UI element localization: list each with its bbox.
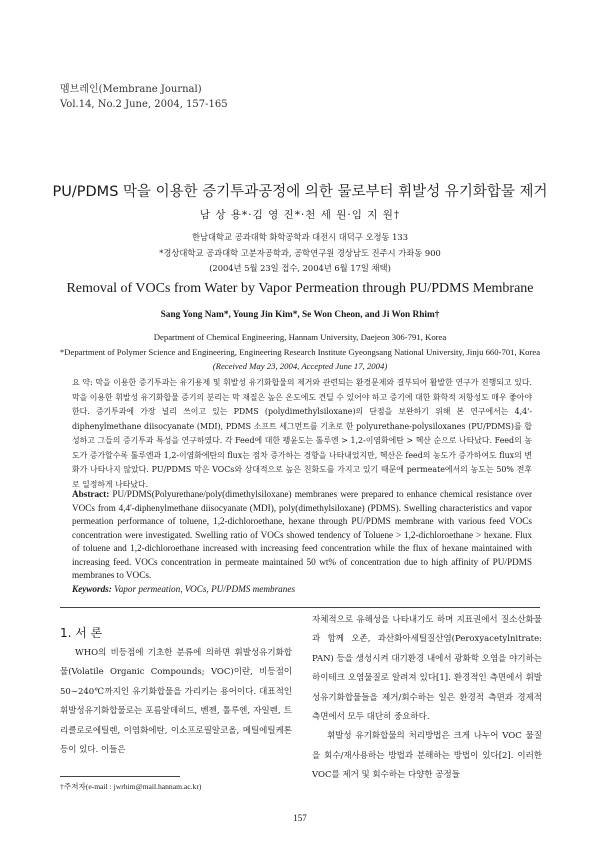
journal-header	[60, 82, 228, 112]
dates-korean: (2004년 5월 23일 접수, 2004년 6월 17일 채택)	[209, 263, 391, 273]
body-column-left	[60, 644, 292, 760]
body-paragraph: 자체적으로 유해성을 나타내기도 하며 지표권에서 질소산화물과 함께 오존, 과산화아세틸질산염(Peroxyacetylnitrate: PAN) 등을 생성시켜 대기환경 내에서 광화학 오염을 야기하는 하이테크 오염물질로 알려져 있다[1]. 환경적인 측면에서 휘발성유기화합물들을 제거/회수하는 일은 환경적 측면과 경제적 측면에서 모두 대단히 중요하다.	[312, 615, 542, 723]
affiliation-ko-2: *경상대학교 공과대학 고분자공학과, 공학연구원 경상남도 진주시 가좌동 900	[159, 247, 441, 258]
authors-korean: 남 상 용*·김 영 진*·천 세 원·임 지 원†	[199, 209, 401, 221]
journal-citation: Vol.14, No.2 June, 2004, 157-165	[60, 99, 228, 110]
body-paragraph: 휘발성 유기화합물의 처리방법은 크게 나누어 VOC 물질을 회수/재사용하는 방법과 분해하는 방법이 있다[2]. 이러한 VOC를 제거 및 회수하는 다양한 공정들	[312, 731, 542, 781]
footnote: †주저자(e-mail : jwrhim@mail.hannam.ac.kr)	[60, 782, 202, 791]
abstract-korean	[72, 376, 532, 492]
journal-name: 멤브레인(Membrane Journal)	[60, 84, 202, 95]
keywords-label: Keywords:	[72, 584, 112, 594]
title-korean: PU/PDMS 막을 이용한 증기투과공정에 의한 물로부터 휘발성 유기화합물 제거	[52, 184, 548, 200]
body-paragraph: WHO의 비등점에 기초한 분류에 의하면 휘발성유기화합물(Volatile Organic Compounds; VOC)이란, 비등점이 50∼240℃까지인 유기화합물을 가리키는 용어이다. 대표적인 휘발성유기화합물로는 포름알데히드, 벤젠, 톨루엔, 자일렌, 트리클로로에틸렌, 이염화에탄, 이소프로필알코올, 메틸에틸케톤 등이 있다. 이들은	[60, 648, 292, 756]
section-divider	[60, 607, 540, 608]
affiliations-english	[40, 330, 560, 374]
affiliation-en-1: Department of Chemical Engineering, Hannam University, Daejeon 306-791, Korea	[153, 332, 447, 342]
received-dates: (Received May 23, 2004, Accepted June 17, 2004)	[212, 361, 388, 371]
authors-english: Sang Yong Nam*, Young Jin Kim*, Se Won Cheon, and Ji Won Rhim†	[160, 310, 440, 320]
title-english: Removal of VOCs from Water by Vapor Permeation through PU/PDMS Membrane	[66, 281, 534, 296]
keywords	[72, 584, 295, 594]
abstract-en-label: Abstract:	[72, 489, 110, 499]
abstract-en-text: PU/PDMS(Polyurethane/poly(dimethylsiloxane) membranes were prepared to enhance chemical resistance over VOCs from 4,4'-diphenylmethane diisocyanate (MDI), poly(dimethylsiloxane) (PDMS). Swelling characteristics and vapor permeation performance of toluene, 1,2-dichloroethane, hexane through PU/PDMS membrane with various feed VOCs concentration were investigated. Swelling ratio of VOCs showed tendency of Toluene > 1,2-dichloroethane > hexane. Flux of toluene and 1,2-dichloroethane increased with increasing feed concentration while the flux of hexane maintained with increasing feed. VOCs concentration in permeate maintained 50 wt% of concentration due to high affinity of PU/PDMS membranes to VOCs.	[72, 489, 533, 580]
footnote-divider	[60, 776, 180, 777]
section-heading: 1. 서 론	[60, 626, 103, 640]
abstract-ko-label: 요 약:	[72, 378, 93, 387]
keywords-text: Vapor permeation, VOCs, PU/PDMS membranes	[114, 584, 296, 594]
affiliation-en-2: *Department of Polymer Science and Engineering, Engineering Research Institute Gyeongsang National University, Jinju 660-701, Korea	[59, 346, 541, 357]
abstract-ko-text: 막을 이용한 증기투과는 유기용제 및 휘발성 유기화합물의 제거와 관련되는 환경문제와 결부되어 활발한 연구가 진행되고 있다. 막을 이용한 휘발성 유기화합물 증기의 분리는 막 재질은 높은 온도에도 견딜 수 있어야 하고 증기에 대한 화학적 저항성도 매우 좋아야 한다. 증기투과에 가장 널리 쓰이고 있는 PDMS (polydimethylsiloxane)의 단점을 보완하기 위해 본 연구에서는 4,4'-diphenylmethane diisocyanate (MDI), PDMS 소프트 세그먼트를 기초로 한 polyurethane-polysiloxanes (PU/PDMS)를 합성하고 그들의 증기투과 특성을 연구하였다. 각 Feed에 대한 팽윤도는 톨루엔 > 1,2-이염화에탄 > 헥산 순으로 나타났다. Feed의 농도가 증가할수록 톨루엔과 1,2-이염화에탄의 flux는 점차 증가하는 경향을 나타내었지만, 헥산은 feed의 농도가 증가하여도 flux의 변화가 나타나지 않았다. PU/PDMS 막은 VOCs와 상대적으로 높은 친화도를 가지고 있기 때문에 permeate에서의 농도는 50% 전후로 일정하게 나타났다.	[72, 378, 532, 489]
affiliation-ko-1: 한남대학교 공과대학 화학공학과 대전시 대덕구 오정동 133	[191, 232, 408, 242]
page-number: 157	[293, 813, 307, 823]
affiliations-korean	[0, 230, 600, 277]
body-column-right	[312, 611, 542, 786]
abstract-english	[72, 488, 532, 583]
